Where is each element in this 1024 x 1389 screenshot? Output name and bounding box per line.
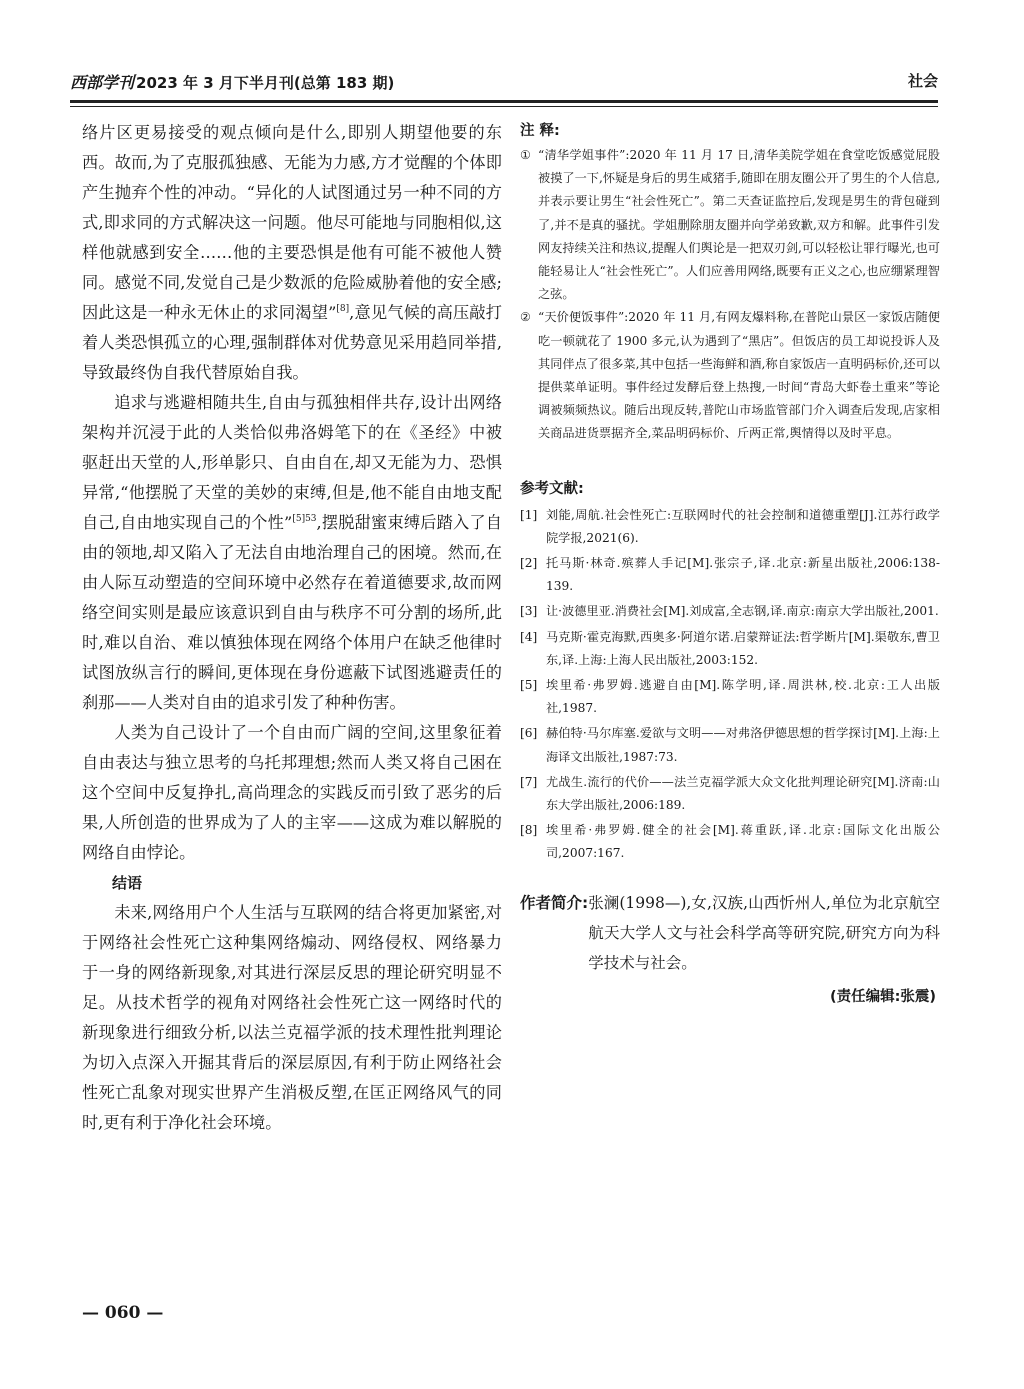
reference-item xyxy=(520,819,940,865)
reference-number: [2] xyxy=(520,556,538,571)
reference-number: [4] xyxy=(520,629,538,644)
note-number: ② xyxy=(520,310,531,325)
page-header xyxy=(70,70,938,96)
note-item xyxy=(520,144,940,306)
reference-item xyxy=(520,626,940,672)
header-journal-issue xyxy=(70,70,394,93)
conclusion-heading: 结语 xyxy=(112,874,143,892)
responsible-editor: (责任编辑:张震) xyxy=(829,988,936,1005)
reference-item xyxy=(520,552,940,598)
reference-item xyxy=(520,722,940,768)
reference-number: [6] xyxy=(520,726,538,741)
reference-item xyxy=(520,504,940,550)
reference-text: 埃里希·弗罗姆.健全的社会[M].蒋重跃,译.北京:国际文化出版公司,2007:167. xyxy=(546,823,940,861)
reference-text: 尤战生.流行的代价——法兰克福学派大众文化批判理论研究[M].济南:山东大学出版社,2006:189. xyxy=(546,774,940,813)
author-label: 作者简介: xyxy=(520,893,589,912)
page-number: — 060 — xyxy=(82,1303,164,1323)
reference-text: 让·波德里亚.消费社会[M].刘成富,全志钢,译.南京:南京大学出版社,2001. xyxy=(546,604,939,619)
body-paragraph: 络片区更易接受的观点倾向是什么,即别人期望他要的东西。故而,为了克服孤独感、无能为力感,方才觉醒的个体即产生抛弃个性的冲动。“异化的人试图通过另一种不同的方式,即求同的方式解决这一问题。他尽可能地与同胞相似,这样他就感到安全……他的主要恐惧是他有可能不被他人赞同。感觉不同,发觉自己是少数派的危险威胁着他的安全感;因此这是一种永无休止的求同渴望”[8],意见气候的高压敲打着人类恐惧孤立的心理,强制群体对优势意见采用趋同举措,导致最终伪自我代替原始自我。 xyxy=(82,123,502,382)
body-column-right xyxy=(520,118,940,1009)
reference-number: [8] xyxy=(520,823,538,838)
reference-item xyxy=(520,771,940,817)
body-paragraph: 追求与逃避相随共生,自由与孤独相伴共存,设计出网络架构并沉浸于此的人类恰似弗洛姆笔下的在《圣经》中被驱赶出天堂的人,形单影只、自由自在,却又无能为力、恐惧异常,“他摆脱了天堂的美妙的束缚,但是,他不能自由地支配自己,自由地实现自己的个性”$^{[5]53}$,摆脱甜蜜束缚后踏入了自由的领地,却又陷入了无法自由地治理自己的困境。然而,在由人际互动塑造的空间环境中必然存在着道德要求,故而网络空间实则是最应该意识到自由与秩序不可分割的场所,此时,难以自治、难以慎独体现在网络个体用户在缺乏他律时试图放纵言行的瞬间,更体现在身份遮蔽下试图逃避责任的刹那——人类对自由的追求引发了种种伤害。 xyxy=(82,393,502,712)
note-text: “天价便饭事件”:2020 年 11 月,有网友爆料称,在普陀山景区一家饭店随便吃一顿就花了 1900 多元,认为遇到了“黑店”。但饭店的员工却说投诉人及其同伴点了很多菜,其中包括一些海鲜和酒,称自家饭店一直明码标价,还可以提供菜单证明。事件经过发酵后登上热搜,一时间“青岛大虾卷土重来”等论调被频频热议。随后出现反转,普陀山市场监管部门介入调查后发现,店家相关商品进货票据齐全,菜品明码标价、斤两正常,舆情得以及时平息。 xyxy=(538,310,940,441)
citation: [5]53 xyxy=(292,514,317,524)
header-rule-thick xyxy=(70,100,938,103)
reference-number: [3] xyxy=(520,604,538,619)
reference-item xyxy=(520,674,940,720)
reference-item xyxy=(520,600,940,623)
reference-number: [5] xyxy=(520,678,538,693)
reference-text: 埃里希·弗罗姆.逃避自由[M].陈学明,译.周洪林,校.北京:工人出版社,1987. xyxy=(546,678,940,716)
header-rule-thin xyxy=(70,106,938,107)
reference-text: 马克斯·霍克海默,西奥多·阿道尔诺.启蒙辩证法:哲学断片[M].渠敬东,曹卫东,译.上海:上海人民出版社,2003:152. xyxy=(546,629,940,667)
body-paragraph: 未来,网络用户个人生活与互联网的结合将更加紧密,对于网络社会性死亡这种集网络煽动、网络侵权、网络暴力于一身的网络新现象,对其进行深层反思的理论研究明显不足。从技术哲学的视角对网络社会性死亡这一网络时代的新现象进行细致分析,以法兰克福学派的技术理性批判理论为切入点深入开掘其背后的深层原因,有利于防止网络社会性死亡乱象对现实世界产生消极反塑,在匡正网络风气的同时,更有利于净化社会环境。 xyxy=(82,903,502,1132)
body-paragraph: 人类为自己设计了一个自由而广阔的空间,这里象征着自由表达与独立思考的乌托邦理想;然而人类又将自己困在这个空间中反复挣扎,高尚理念的实践反而引致了恶劣的后果,人所创造的世界成为了人的主宰——这成为难以解脱的网络自由悖论。 xyxy=(82,723,502,862)
reference-text: 刘能,周航.社会性死亡:互联网时代的社会控制和道德重塑[J].江苏行政学院学报,2021(6). xyxy=(546,507,940,545)
reference-number: [7] xyxy=(520,774,538,789)
notes-section xyxy=(520,118,940,446)
citation: [8] xyxy=(336,304,350,314)
author-text: 张澜(1998—),女,汉族,山西忻州人,单位为北京航空航天大学人文与社会科学高等研究院,研究方向为科学技术与社会。 xyxy=(588,893,940,972)
reference-text: 赫伯特·马尔库塞.爱欲与文明——对弗洛伊德思想的哲学探讨[M].上海:上海译文出版社,1987:73. xyxy=(546,726,940,764)
notes-title: 注 释: xyxy=(520,123,560,139)
references-section xyxy=(520,476,940,866)
author-bio xyxy=(520,888,940,978)
note-number: ① xyxy=(520,148,531,162)
note-text: “清华学姐事件”:2020 年 11 月 17 日,清华美院学姐在食堂吃饭感觉屁股被摸了一下,怀疑是身后的男生咸猪手,随即在朋友圈公开了男生的个人信息,并表示要让男生“社会性死亡”。第二天查证监控后,发现是男生的背包碰到了,并不是真的骚扰。学姐删除朋友圈并向学弟致歉,双方和解。此事件引发网友持续关注和热议,提醒人们舆论是一把双刃剑,可以轻松让罪行曝光,也可能轻易让人“社会性死亡”。人们应善用网络,既要有正义之心,也应绷紧理智之弦。 xyxy=(538,148,940,302)
body-column-left xyxy=(82,118,502,1138)
section-name: 社会 xyxy=(907,72,938,90)
journal-logo: 西部学刊 xyxy=(70,73,135,92)
reference-number: [1] xyxy=(520,507,538,522)
issue-info: 2023 年 3 月下半月刊(总第 183 期) xyxy=(136,74,395,92)
note-item xyxy=(520,306,940,445)
reference-text: 托马斯·林奇.殡葬人手记[M].张宗子,译.北京:新星出版社,2006:138-139. xyxy=(546,556,940,594)
references-title: 参考文献: xyxy=(520,480,584,497)
